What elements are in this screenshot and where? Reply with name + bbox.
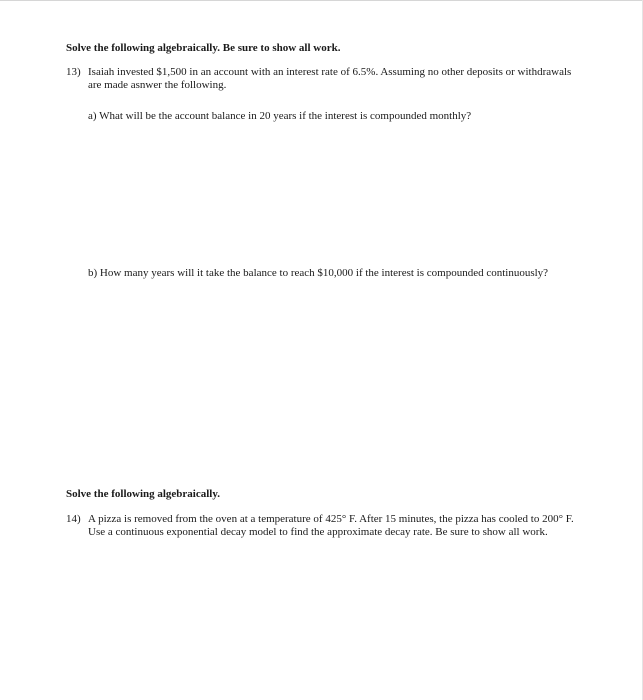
problem-13-number: 13): [66, 66, 81, 78]
problem-14-text: A pizza is removed from the oven at a temperature of 425° F. After 15 minutes, the pizza has cooled to 200° F. Use a continuous exponential decay model to find the approximate decay rate. Be sure to show all work.: [88, 513, 574, 538]
page-top-border: [0, 0, 643, 1]
problem-13-part-a: a) What will be the account balance in 20 years if the interest is compounded monthly?: [88, 110, 472, 122]
problem-13-text: Isaiah invested $1,500 in an account with an interest rate of 6.5%. Assuming no other deposits or withdrawals are made asnwer the following.: [88, 66, 572, 91]
problem-14-number: 14): [66, 513, 81, 525]
problem-13-part-b: b) How many years will it take the balance to reach $10,000 if the interest is compounded continuously?: [88, 267, 549, 279]
section-1-heading: Solve the following algebraically. Be sure to show all work.: [66, 42, 341, 54]
problem-13: [66, 66, 586, 92]
section-2-heading: Solve the following algebraically.: [66, 488, 220, 500]
problem-14: [66, 513, 586, 539]
